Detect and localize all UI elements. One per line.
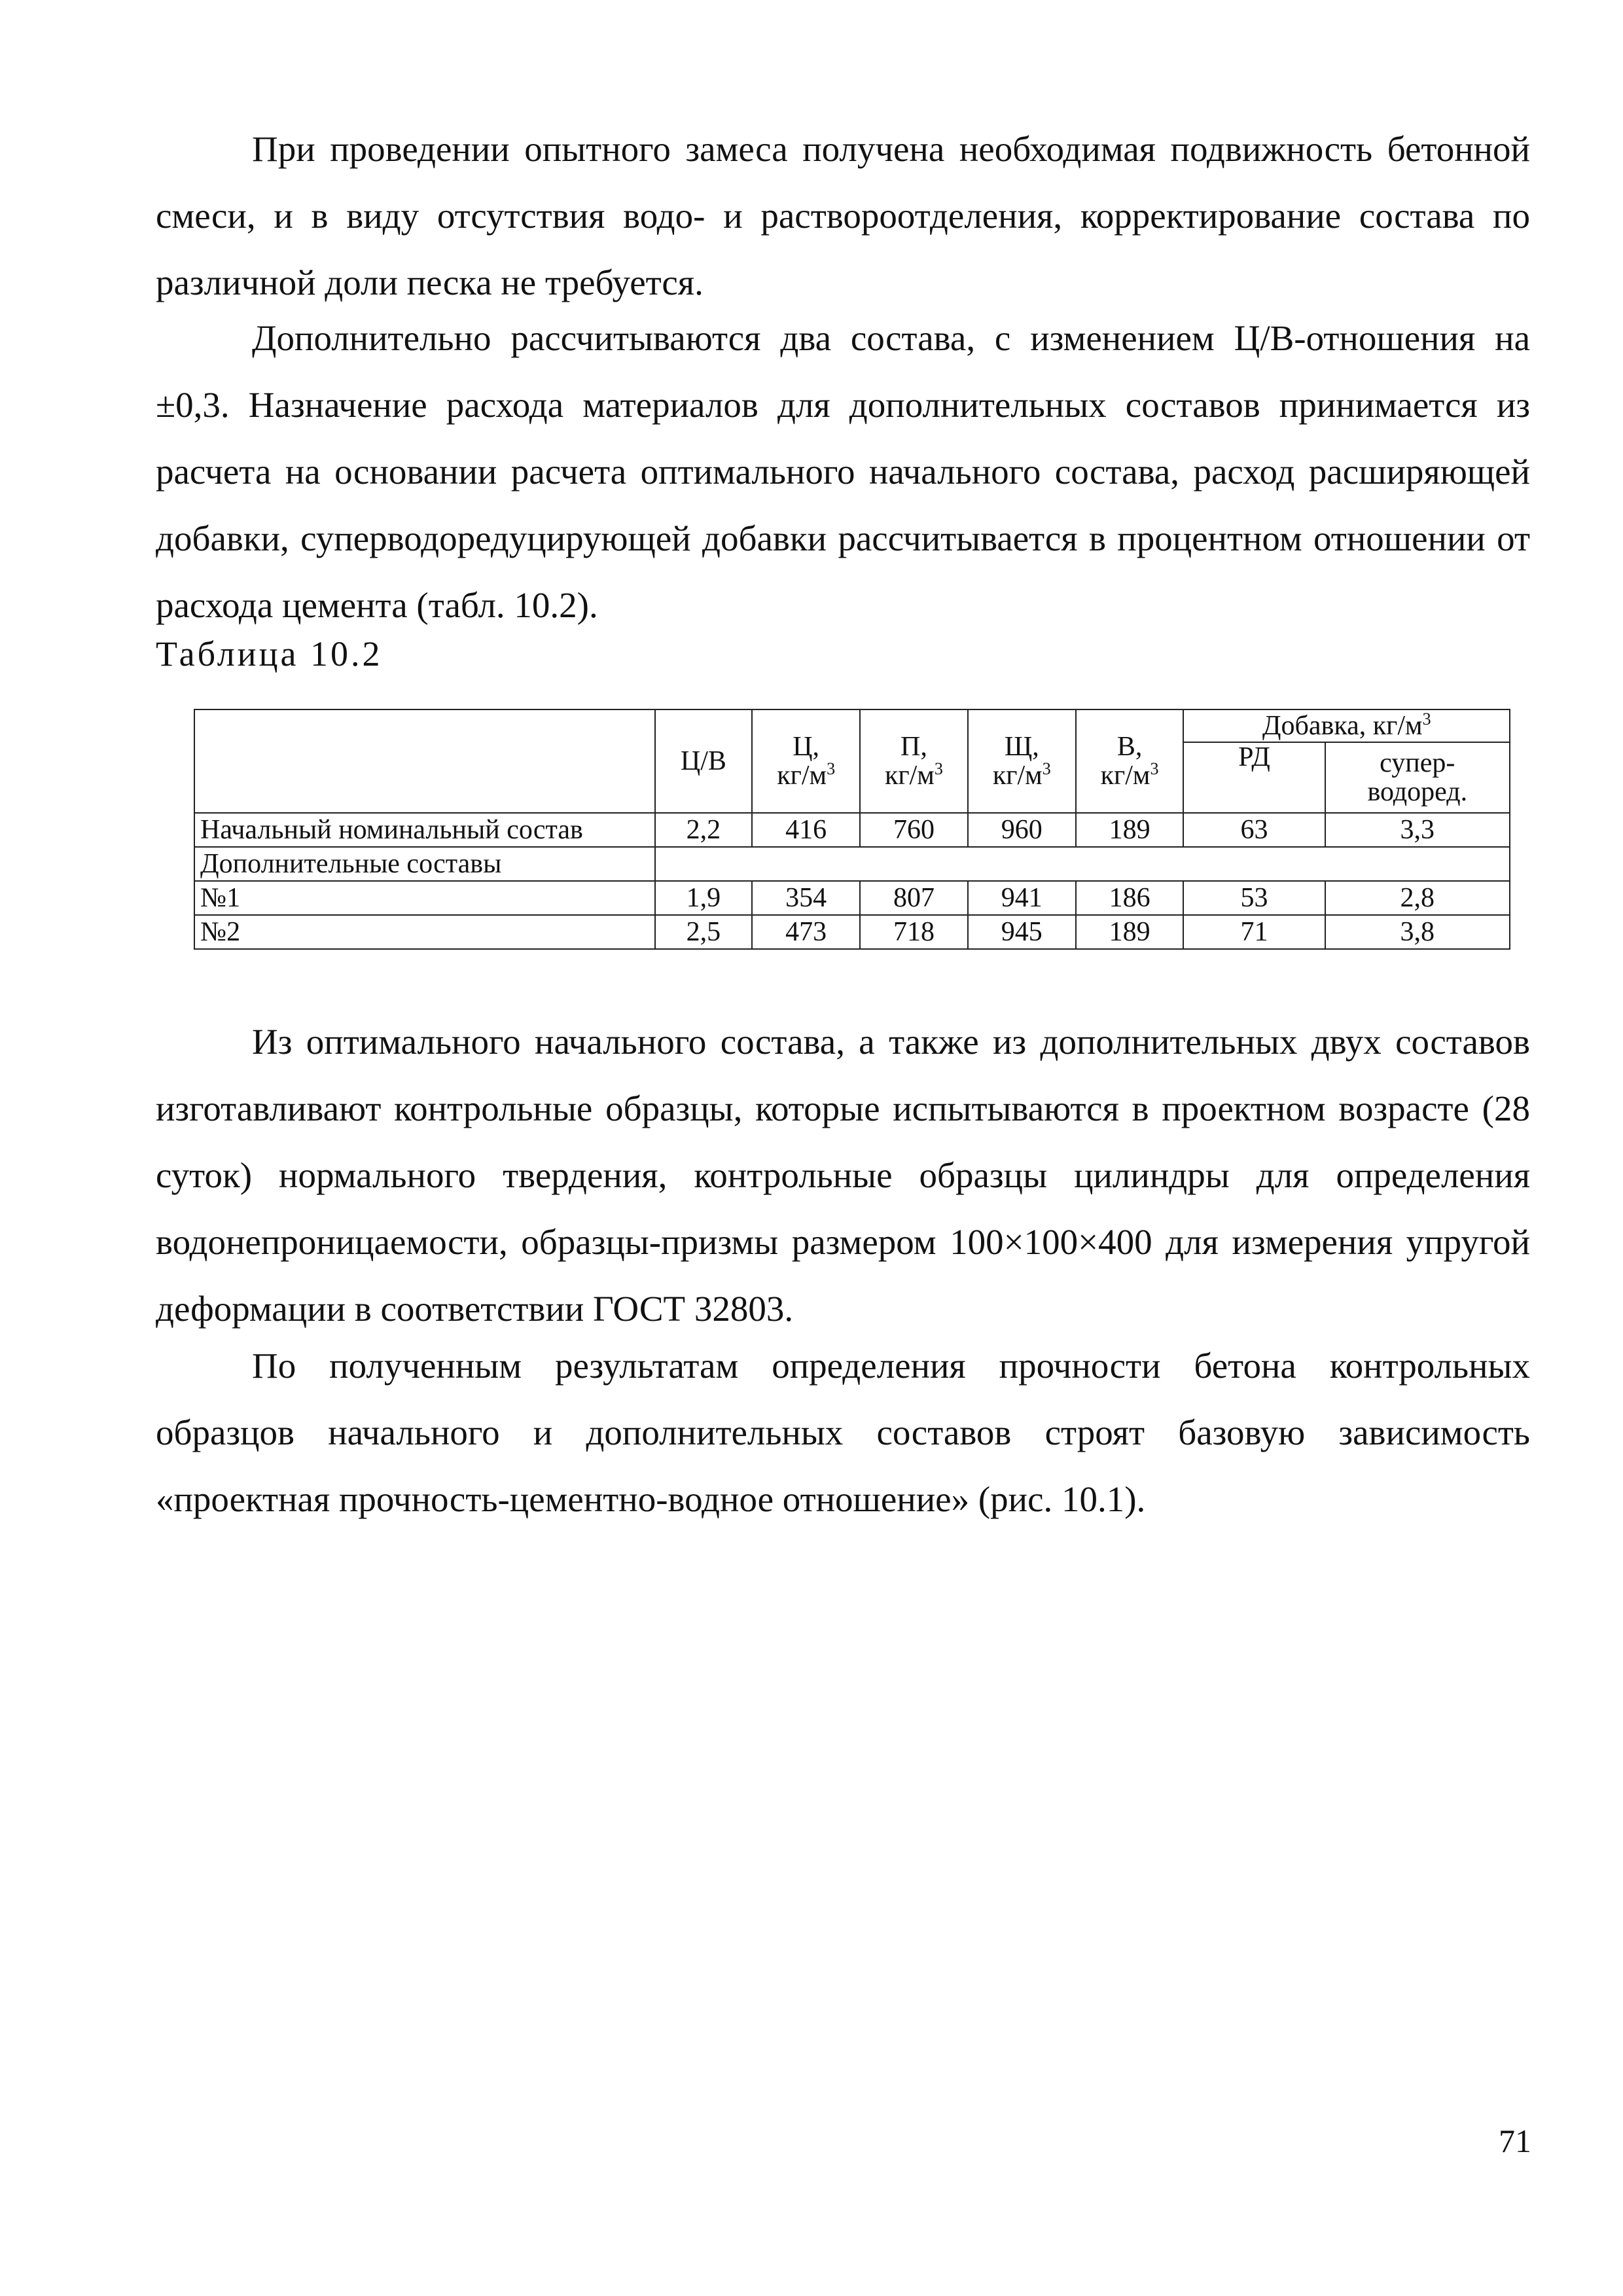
paragraph-1: При проведении опытного замеса получена необходимая подвижность бетонной смеси, и в виду отсутствия водо- и раствороотделения, корректирование состава по различной доли песка не требуется.	[156, 129, 1530, 302]
cell: 63	[1183, 813, 1325, 847]
cell: 945	[968, 915, 1076, 949]
cell: 3,3	[1325, 813, 1510, 847]
cell: 941	[968, 881, 1076, 915]
table-row	[194, 915, 1510, 949]
table-row	[194, 881, 1510, 915]
cell: 71	[1183, 915, 1325, 949]
empty-cell	[655, 847, 1510, 881]
header-cement: Ц, $кг/м^3$	[752, 709, 860, 813]
header-empty-cell	[194, 709, 655, 813]
cell: 189	[1076, 813, 1184, 847]
table-row	[194, 847, 1510, 881]
cell: 473	[752, 915, 860, 949]
header-additive: Добавка, $кг/м^3$	[1183, 709, 1510, 742]
cell: 2,2	[655, 813, 753, 847]
row-label: №1	[194, 881, 655, 915]
paragraph-4: По полученным результатам определения прочности бетона контрольных образцов начального и дополнительных составов строят базовую зависимость «проектная прочность-цементно-водное отношение» (рис. 10.1).	[156, 1346, 1530, 1519]
data-table	[194, 709, 1510, 950]
row-label: Дополнительные составы	[194, 847, 655, 881]
paragraph-3: Из оптимального начального состава, а также из дополнительных двух составов изготавливают контрольные образцы, которые испытываются в проектном возрасте (28 суток) нормального твердения, контрольные образцы цилиндры для определения водонепроницаемости, образцы-призмы размером 100×100×400 для измерения упругой деформации в соответствии ГОСТ 32803.	[156, 1022, 1530, 1329]
cell: 1,9	[655, 881, 753, 915]
cell: 718	[860, 915, 968, 949]
cell: 2,5	[655, 915, 753, 949]
header-super: супер- водоред.	[1325, 742, 1510, 813]
row-label: Начальный номинальный состав	[194, 813, 655, 847]
table-caption: Таблица 10.2	[156, 634, 383, 673]
cell: 416	[752, 813, 860, 847]
header-cv: Ц/В	[655, 709, 753, 813]
cell: 186	[1076, 881, 1184, 915]
header-sand: П, $кг/м^3$	[860, 709, 968, 813]
header-rd: РД	[1183, 742, 1325, 813]
cell: 807	[860, 881, 968, 915]
paragraph-2: Дополнительно рассчитываются два состава, с изменением Ц/В-отношения на ±0,3. Назначение расхода материалов для дополнительных составов принимается из расчета на основании расчета оптимального начального состава, расход расширяющей добавки, суперводоредуцирующей добавки рассчитывается в процентном отношении от расхода цемента (табл. 10.2).	[156, 318, 1530, 625]
cell: 2,8	[1325, 881, 1510, 915]
header-gravel: Щ, $кг/м^3$	[968, 709, 1076, 813]
page-number: 71	[1499, 2123, 1531, 2159]
header-water: В, $кг/м^3$	[1076, 709, 1184, 813]
table-row	[194, 813, 1510, 847]
cell: 960	[968, 813, 1076, 847]
cell: 354	[752, 881, 860, 915]
cell: 3,8	[1325, 915, 1510, 949]
cell: 53	[1183, 881, 1325, 915]
cell: 760	[860, 813, 968, 847]
cell: 189	[1076, 915, 1184, 949]
row-label: №2	[194, 915, 655, 949]
